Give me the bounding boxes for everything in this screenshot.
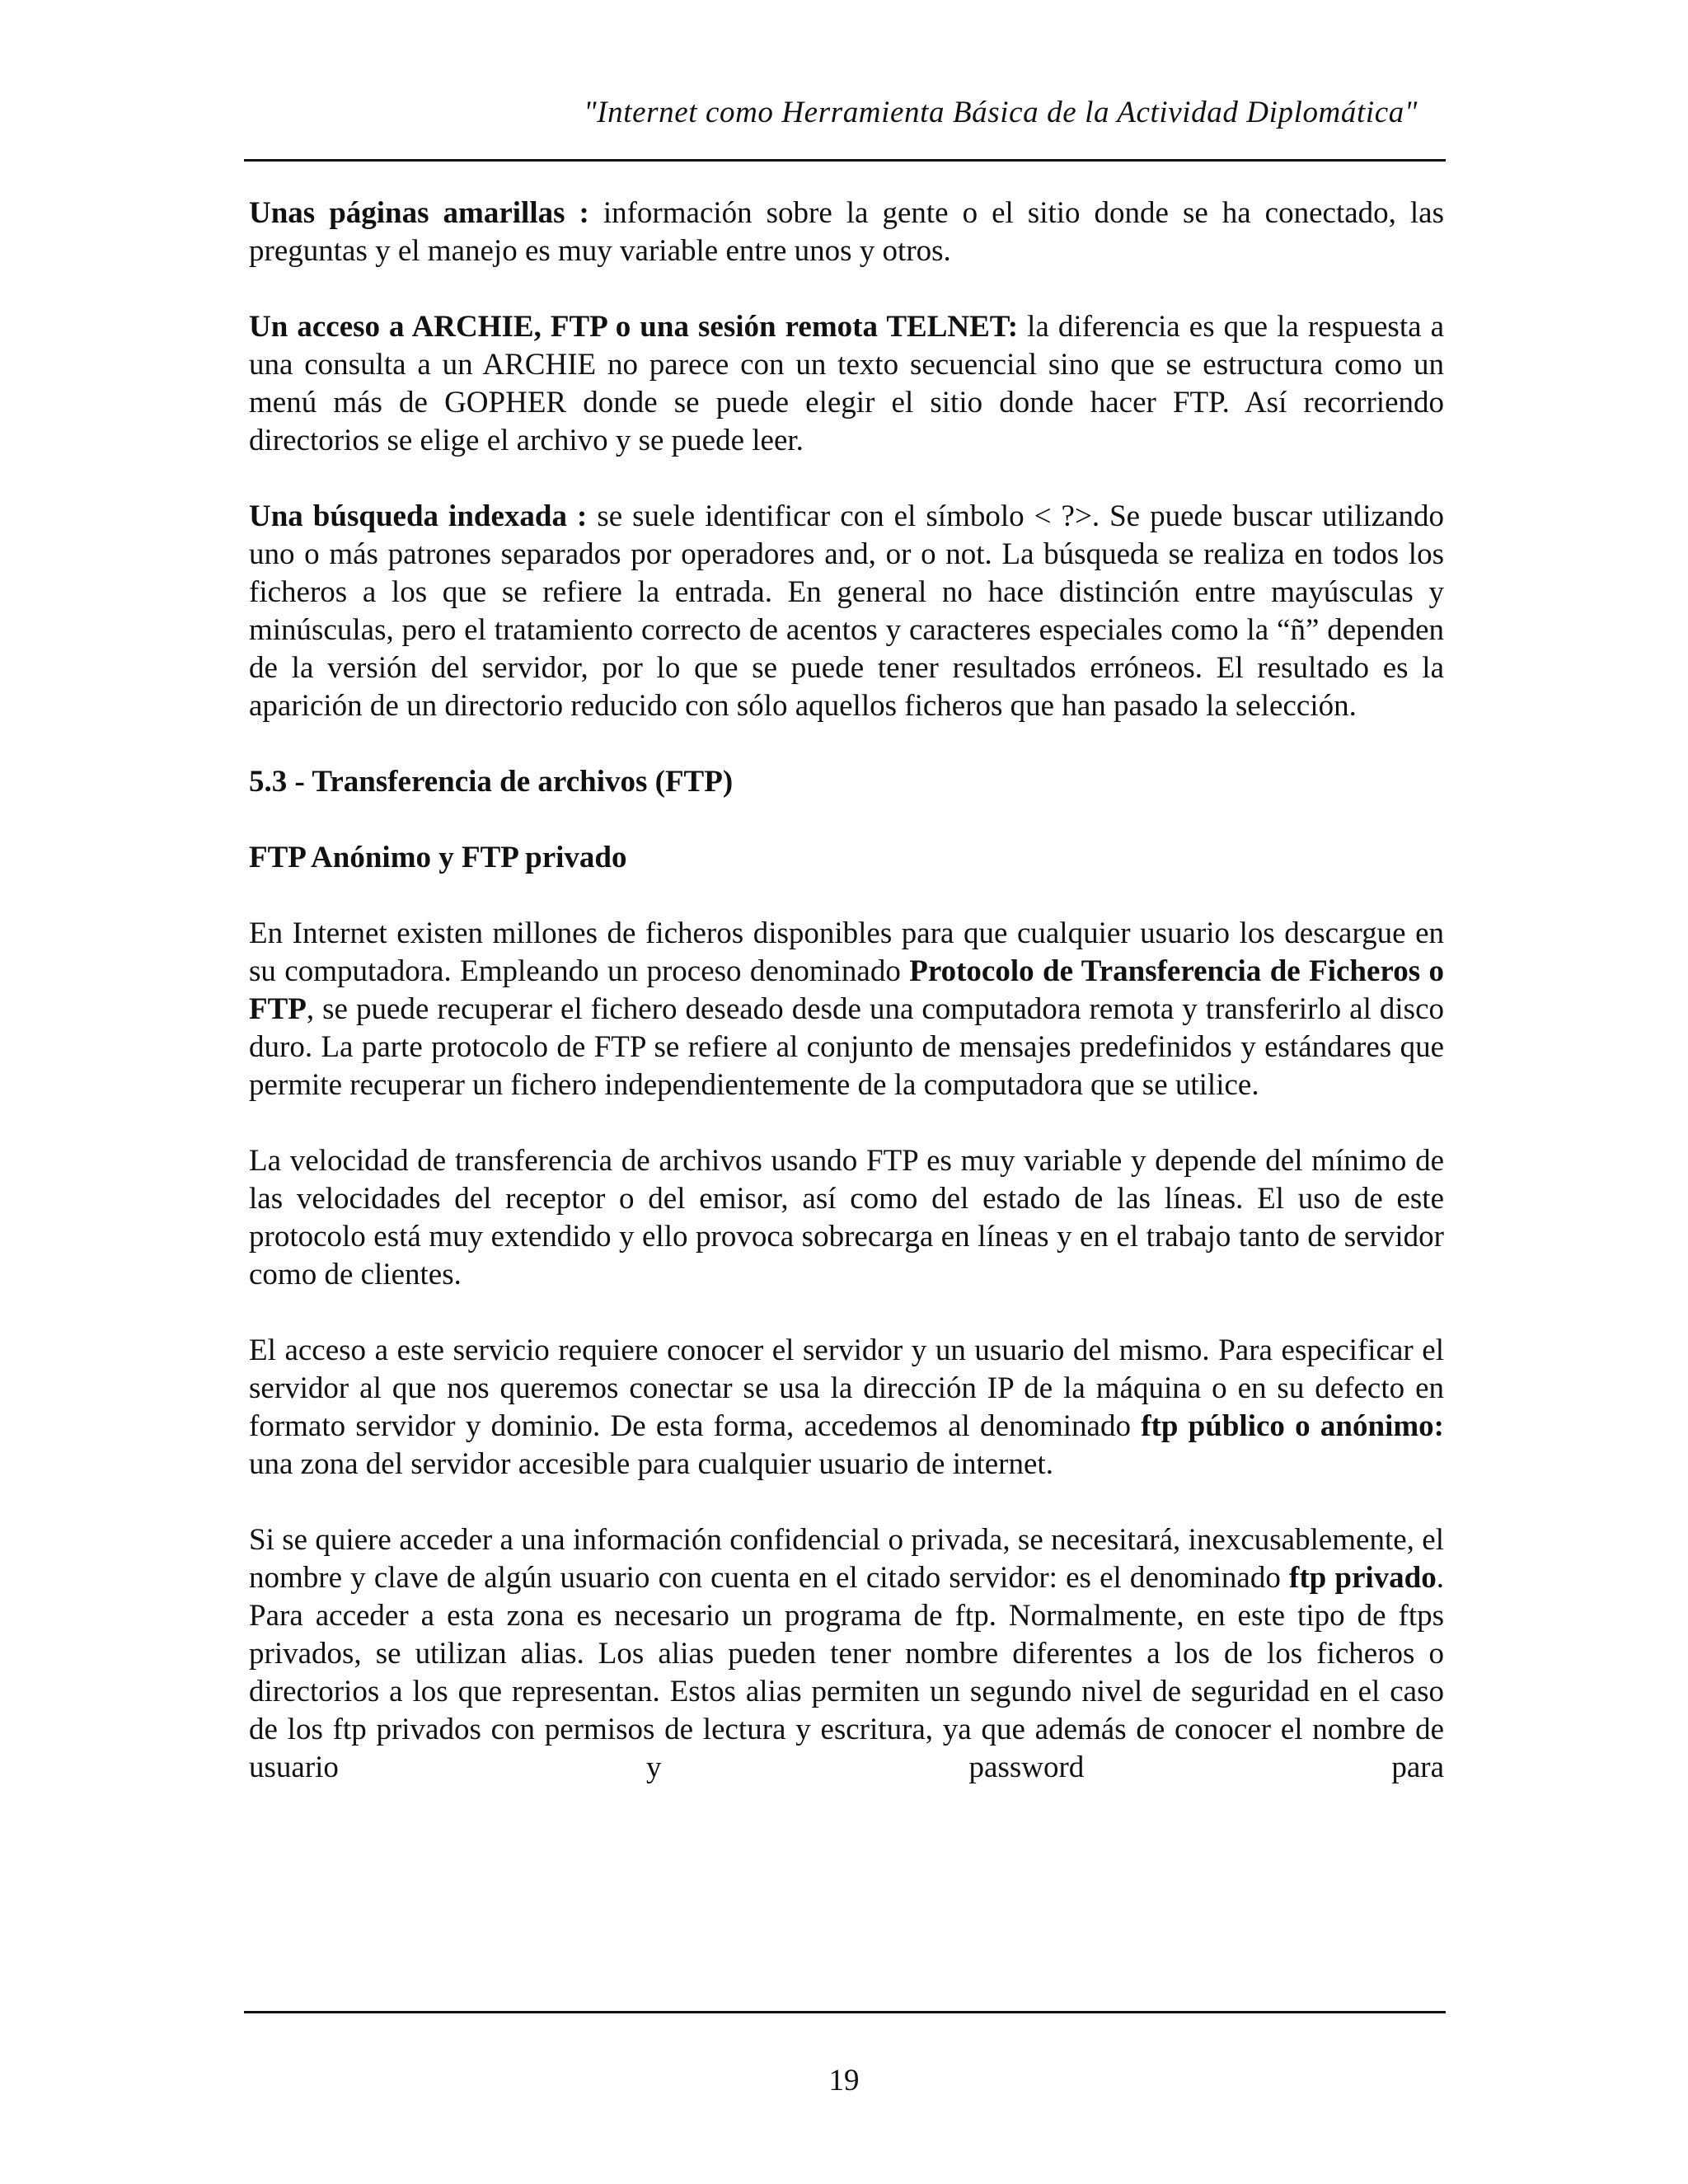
paragraph-text: La velocidad de transferencia de archivos usando FTP es muy variable y depende del mínimo de las velocidades del receptor o del emisor, así como del estado de las líneas. El uso de este protocolo está muy extendido y ello provoca sobrecarga en líneas y en el trabajo tanto de servidor como de clientes.	[249, 1144, 1444, 1291]
paragraph-ftp-intro	[249, 915, 1444, 1104]
paragraph-text: En Internet existen millones de ficheros disponibles para que cualquier usuario los descargue en su computadora. Empleando un proceso denominado	[249, 916, 1444, 988]
section-heading: 5.3 - Transferencia de archivos (FTP)	[249, 765, 734, 799]
paragraph-text: la diferencia es que la respuesta a una consulta a un ARCHIE no parece con un texto secuencial sino que se estructura como un menú más de GOPHER donde se puede elegir el sitio donde hacer FTP. Así recorriendo directorios se elige el archivo y se puede leer.	[249, 310, 1444, 457]
term-ftp-protocol: Protocolo de Transferencia de Ficheros o FTP	[249, 954, 1444, 1026]
paragraph-yellow-pages	[249, 194, 1444, 270]
paragraph-text: información sobre la gente o el sitio donde se ha conectado, las preguntas y el manejo es muy variable entre unos y otros.	[249, 196, 1444, 268]
paragraph-text: se suele identificar con el símbolo < ?>. Se puede buscar utilizando uno o más patrones separados por operadores and, or o not. La búsqueda se realiza en todos los ficheros a los que se refiere la entrada. En general no hace distinción entre mayúsculas y minúsculas, pero el tratamiento correcto de acentos y caracteres especiales como la “ñ” dependen de la versión del servidor, por lo que se puede tener resultados erróneos. El resultado es la aparición de un directorio reducido con sólo aquellos ficheros que han pasado la selección.	[249, 499, 1445, 723]
paragraph-text: El acceso a este servicio requiere conocer el servidor y un usuario del mismo. Para especificar el servidor al que nos queremos conectar se usa la dirección IP de la máquina o en su defecto en formato servidor y dominio. De esta forma, accedemos al denominado	[249, 1333, 1444, 1443]
term-yellow-pages: Unas páginas amarillas :	[249, 196, 589, 230]
footer-rule	[244, 2011, 1446, 2013]
paragraph-text: una zona del servidor accesible para cualquier usuario de internet.	[249, 1447, 1053, 1481]
term-anonymous-ftp: ftp público o anónimo:	[1141, 1409, 1444, 1443]
paragraph-transfer-speed	[249, 1142, 1444, 1294]
paragraph-text: . Para acceder a esta zona es necesario un programa de ftp. Normalmente, en este tipo de ftps privados, se utilizan alias. Los alias pueden tener nombre diferentes a los de los ficheros o directorios a los que representan. Estos alias permiten un segundo nivel de seguridad en el caso de los ftp privados con permisos de lectura y escritura, ya que además de conocer el nombre de usuario y password para	[249, 1561, 1444, 1784]
page-body	[249, 194, 1444, 1825]
page-number: 19	[828, 2064, 860, 2097]
paragraph-archie-ftp-telnet	[249, 308, 1444, 460]
running-header: "Internet como Herramienta Básica de la Actividad Diplomática"	[584, 96, 1418, 129]
term-private-ftp: ftp privado	[1289, 1561, 1437, 1595]
paragraph-text: , se puede recuperar el fichero deseado desde una computadora remota y transferirlo al disco duro. La parte protocolo de FTP se refiere al conjunto de mensajes predefinidos y estándares que permite recuperar un fichero independientemente de la computadora que se utilice.	[249, 992, 1444, 1102]
term-indexed-search: Una búsqueda indexada :	[249, 499, 588, 533]
paragraph-anonymous-ftp	[249, 1332, 1444, 1483]
subsection-heading: FTP Anónimo y FTP privado	[249, 841, 627, 874]
paragraph-private-ftp	[249, 1521, 1444, 1787]
paragraph-indexed-search	[249, 498, 1444, 725]
header-rule	[244, 159, 1446, 162]
term-archie-ftp-telnet: Un acceso a ARCHIE, FTP o una sesión remota TELNET:	[249, 310, 1019, 344]
paragraph-text: Si se quiere acceder a una información confidencial o privada, se necesitará, inexcusablemente, el nombre y clave de algún usuario con cuenta en el citado servidor: es el denominado	[249, 1523, 1444, 1595]
